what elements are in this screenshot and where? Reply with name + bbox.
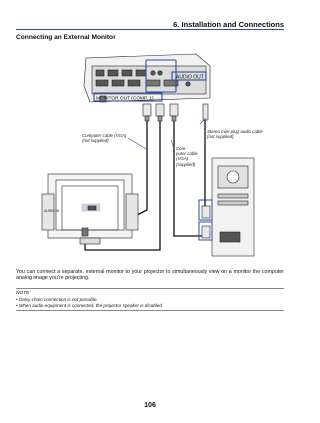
note-item: • Daisy chain connection is not possible.: [16, 297, 284, 303]
note-title: NOTE:: [16, 291, 31, 296]
note-item: • When audio equipment is connected, the projector speaker is disabled.: [16, 303, 284, 309]
computer-illustration: [202, 158, 254, 256]
section-title: Connecting an External Monitor: [16, 34, 116, 41]
note-list: [16, 297, 284, 309]
monitor-out-label: MONITOR OUT (COMP. 1): [96, 96, 154, 102]
vga-cable-callout: Computer cable (VGA) (not supplied): [82, 133, 127, 144]
note-bottom-rule: [16, 310, 284, 311]
vga-plugs: [143, 104, 178, 121]
supplied-cable-callout: Com- puter cable (VGA) (supplied): [176, 146, 198, 167]
audio-cable-callout: Stereo mini-plug audio cable (not supplied): [207, 129, 263, 140]
note-top-rule: [16, 288, 284, 289]
chapter-title: 6. Installation and Connections: [173, 20, 284, 29]
audio-plug: [203, 104, 208, 120]
audio-out-label: AUDIO OUT: [176, 74, 204, 81]
audio-in-label: AUDIO IN: [44, 209, 60, 213]
page-number: 106: [144, 402, 156, 409]
intro-paragraph: You can connect a separate, external monitor to your projector to simultaneously view on a monitor the computer analog image you're projecting.: [16, 269, 284, 282]
